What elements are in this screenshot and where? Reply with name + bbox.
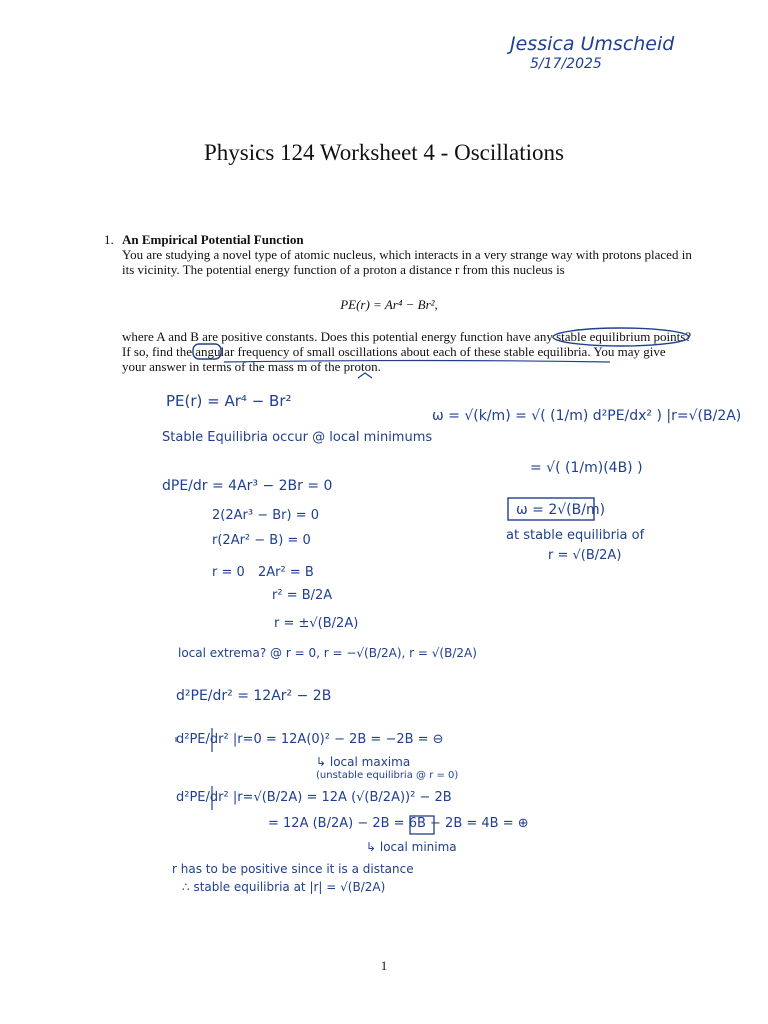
hw-unstable-note: (unstable equilibria @ r = 0) xyxy=(316,770,459,781)
problem-intro: You are studying a novel type of atomic nucleus, which interacts in a very strange way with protons placed in its vicinity. The potential energy function of a proton a distance r from this nucleus is xyxy=(122,247,692,277)
hw-result-note: at stable equilibria of xyxy=(506,528,645,543)
result-box xyxy=(508,498,594,520)
hw-r-squared: r² = B/2A xyxy=(272,588,333,603)
find-box xyxy=(193,344,221,359)
hw-first-derivative: dPE/dr = 4Ar³ − 2Br = 0 xyxy=(162,478,333,494)
hw-omega-result: ω = 2√(B/m) xyxy=(516,502,606,518)
hw-second-derivative-at-zero: d²PE/dr² |r=0 = 12A(0)² − 2B = −2B = ⊖ xyxy=(176,732,444,747)
stable-equilibrium-circle xyxy=(553,328,689,346)
problem-equation: PE(r) = Ar⁴ − Br², xyxy=(340,297,438,312)
hw-factor-1: 2(2Ar³ − Br) = 0 xyxy=(212,508,319,523)
hw-root-eq: 2Ar² = B xyxy=(258,565,314,580)
hw-r-roots: r = ±√(B/2A) xyxy=(274,616,359,631)
hw-root-zero: r = 0 xyxy=(212,565,245,580)
hw-second-derivative-at-root: d²PE/dr² |r=√(B/2A) = 12A (√(B/2A))² − 2B xyxy=(176,790,452,805)
hw-stable-note: Stable Equilibria occur @ local minimums xyxy=(162,430,433,445)
page-title: Physics 124 Worksheet 4 - Oscillations xyxy=(204,140,564,165)
hw-evaluation: = 12A (B/2A) − 2B = 6B − 2B = 4B = ⊕ xyxy=(268,816,529,831)
hw-local-minima: ↳ local minima xyxy=(366,840,457,854)
problem-number: 1. xyxy=(104,232,114,247)
mass-mark xyxy=(358,373,372,378)
four-b-box xyxy=(410,816,434,834)
hw-second-derivative: d²PE/dr² = 12Ar² − 2B xyxy=(176,688,332,704)
problem-question: where A and B are positive constants. Does this potential energy function have any stable equilibrium points? If so, find the angular frequency of small oscillations about each of these stable equilibria. You may give your answer in terms of the mass m of the proton. xyxy=(122,329,692,374)
hw-omega-substitution: = √( (1/m)(4B) ) xyxy=(530,460,643,476)
hw-omega-definition: ω = √(k/m) = √( (1/m) d²PE/dx² ) |r=√(B/2A) xyxy=(432,408,742,424)
page-number: 1 xyxy=(380,958,388,973)
question-underline xyxy=(224,361,610,363)
hw-local-maxima: ↳ local maxima xyxy=(316,755,411,769)
hw-result-location: r = √(B/2A) xyxy=(548,548,622,563)
hw-conclusion: ∴ stable equilibria at |r| = √(B/2A) xyxy=(182,880,386,894)
hw-local-extrema: local extrema? @ r = 0, r = −√(B/2A), r = √(B/2A) xyxy=(178,646,477,660)
hw-positive-note: r has to be positive since it is a distance xyxy=(172,862,414,876)
signature-date: 5/17/2025 xyxy=(530,56,602,72)
problem-title: An Empirical Potential Function xyxy=(122,232,304,247)
hw-potential: PE(r) = Ar⁴ − Br² xyxy=(166,392,292,410)
signature-name: Jessica Umscheid xyxy=(510,33,675,55)
hw-factor-2: r(2Ar² − B) = 0 xyxy=(212,533,311,548)
